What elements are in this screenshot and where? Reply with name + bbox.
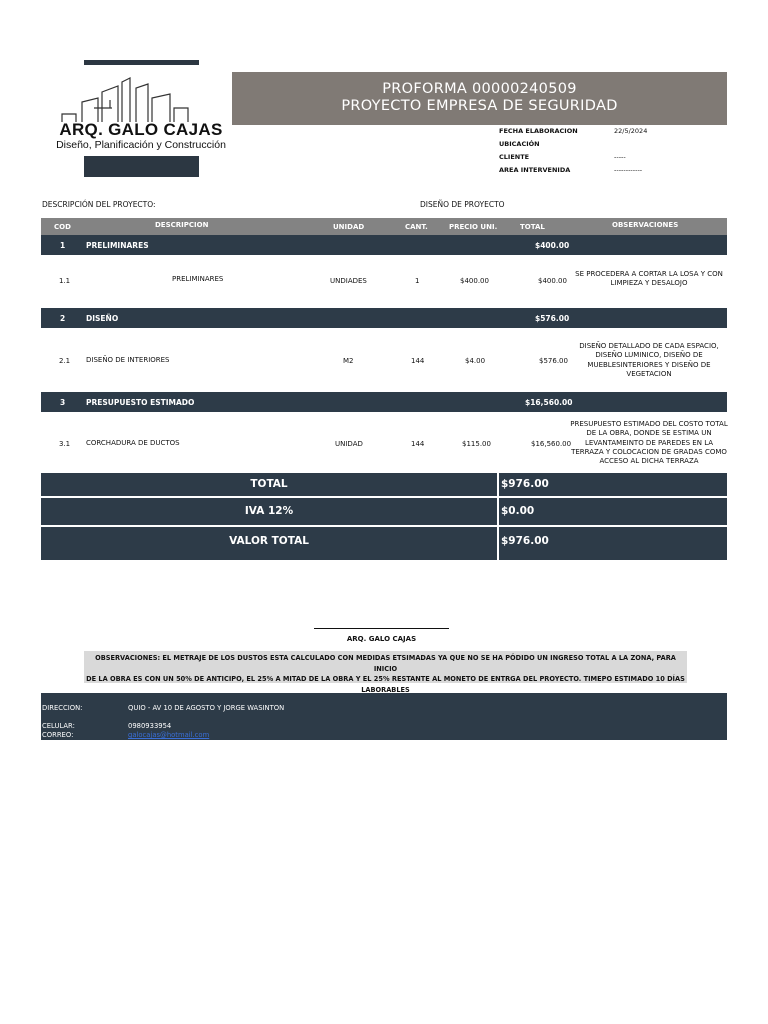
- direccion-label: DIRECCION:: [42, 704, 83, 712]
- celular-value: 0980933954: [128, 722, 172, 730]
- contact-footer: [41, 693, 727, 740]
- logo-tagline: Diseño, Planificación y Construcción: [56, 139, 226, 151]
- table-header: [41, 218, 727, 235]
- item-observation: PRESUPUESTO ESTIMADO DEL COSTO TOTAL DE LA OBRA, DONDE SE ESTIMA UN LEVANTAMEINTO DE PAREDES EN LA TERRAZA Y COLOCACION DE GRADAS COMO ACCESO AL DICHA TERRAZA: [570, 420, 728, 466]
- item-cant: 144: [411, 357, 425, 365]
- logo-bottom-bar: [84, 156, 199, 177]
- item-desc: DISEÑO DE INTERIORES: [86, 356, 170, 364]
- signature-name: ARQ. GALO CAJAS: [346, 635, 417, 643]
- iva-value: $0.00: [499, 498, 727, 525]
- valor-total-value: $976.00: [499, 527, 727, 560]
- col-observaciones: OBSERVACIONES: [612, 221, 679, 229]
- table-row: [41, 256, 727, 304]
- company-logo: [52, 60, 230, 178]
- section-name: PRESUPUESTO ESTIMADO: [86, 398, 195, 407]
- observations-box: [84, 651, 687, 694]
- section-row: [41, 308, 727, 328]
- item-total: $576.00: [539, 357, 568, 365]
- section-row: [41, 235, 727, 255]
- item-unidad: M2: [343, 357, 354, 365]
- proforma-header: [232, 72, 727, 125]
- item-unidad: UNIDAD: [335, 440, 363, 448]
- item-cant: 144: [411, 440, 425, 448]
- signature-line: [314, 628, 449, 629]
- item-precio: $115.00: [462, 440, 491, 448]
- area-value: ------------: [614, 166, 643, 174]
- total-label: TOTAL: [41, 473, 497, 496]
- direccion-value: QUIO - AV 10 DE AGOSTO Y JORGE WASINTON: [128, 704, 285, 712]
- table-row: [41, 331, 727, 389]
- item-total: $400.00: [538, 277, 567, 285]
- col-descripcion: DESCRIPCION: [155, 221, 209, 229]
- item-cod: 1.1: [59, 277, 71, 285]
- item-total: $16,560.00: [531, 440, 572, 448]
- project-description-value: DISEÑO DE PROYECTO: [420, 200, 505, 209]
- item-unidad: UNDIADES: [330, 277, 367, 285]
- col-unidad: UNIDAD: [333, 223, 365, 231]
- item-cod: 2.1: [59, 357, 71, 365]
- fecha-label: FECHA ELABORACION: [499, 127, 578, 135]
- item-desc: CORCHADURA DE DUCTOS: [86, 439, 180, 447]
- table-row: [41, 414, 727, 472]
- fecha-value: 22/5/2024: [614, 127, 648, 135]
- item-cant: 1: [415, 277, 420, 285]
- observations-line: OBSERVACIONES: EL METRAJE DE LOS DUSTOS ESTA CALCULADO CON MEDIDAS ETSIMADAS YA QUE NO SE HA PÓDIDO UN INGRESO TOTAL A LA ZONA, PARA INICIO: [95, 654, 676, 673]
- valor-total-label: VALOR TOTAL: [41, 527, 497, 560]
- area-label: AREA INTERVENIDA: [499, 166, 571, 174]
- item-desc: PRELIMINARES: [172, 275, 224, 283]
- col-cod: COD: [54, 223, 71, 231]
- section-row: [41, 392, 727, 412]
- total-value: $976.00: [499, 473, 727, 496]
- correo-label: CORREO:: [42, 731, 74, 739]
- item-precio: $4.00: [465, 357, 486, 365]
- item-observation: DISEÑO DETALLADO DE CADA ESPACIO, DISEÑO LUMINICO, DISEÑO DE MUEBLESINTERIORES Y DISEÑO DE VEGETACION: [579, 342, 719, 378]
- observations-line: DE LA OBRA ES CON UN 50% DE ANTICIPO, EL 25% A MITAD DE LA OBRA Y EL 25% RESTANTE AL MONETO DE ENTRGA DEL PROYECTO. TIMEPO ESTIMADO 10 DÍAS: [86, 675, 685, 683]
- project-description-label: DESCRIPCIÓN DEL PROYECTO:: [42, 200, 156, 209]
- section-name: DISEÑO: [86, 314, 119, 323]
- celular-label: CELULAR:: [42, 722, 75, 730]
- proforma-number: PROFORMA 00000240509: [382, 81, 577, 97]
- cliente-label: CLIENTE: [499, 153, 530, 161]
- section-cod: 2: [60, 314, 66, 323]
- email-link[interactable]: galocajas@hotmail.com: [128, 731, 210, 739]
- section-cod: 1: [60, 241, 66, 250]
- col-total: TOTAL: [520, 223, 545, 231]
- project-title: PROYECTO EMPRESA DE SEGURIDAD: [341, 98, 618, 114]
- section-total: $16,560.00: [525, 398, 573, 407]
- section-total: $576.00: [535, 314, 570, 323]
- cliente-value: -----: [614, 153, 626, 161]
- item-precio: $400.00: [460, 277, 489, 285]
- observations-line: LABORABLES: [361, 685, 410, 694]
- section-cod: 3: [60, 398, 66, 407]
- col-cant: CANT.: [405, 223, 428, 231]
- item-observation: SE PROCEDERA A CORTAR LA LOSA Y CON LIMPIEZA Y DESALOJO: [575, 270, 723, 288]
- section-total: $400.00: [535, 241, 570, 250]
- ubicacion-label: UBICACIÓN: [499, 140, 540, 148]
- logo-name: ARQ. GALO CAJAS: [59, 120, 223, 139]
- section-name: PRELIMINARES: [86, 241, 149, 250]
- col-precio: PRECIO UNI.: [449, 223, 498, 231]
- item-cod: 3.1: [59, 440, 71, 448]
- iva-label: IVA 12%: [41, 498, 497, 525]
